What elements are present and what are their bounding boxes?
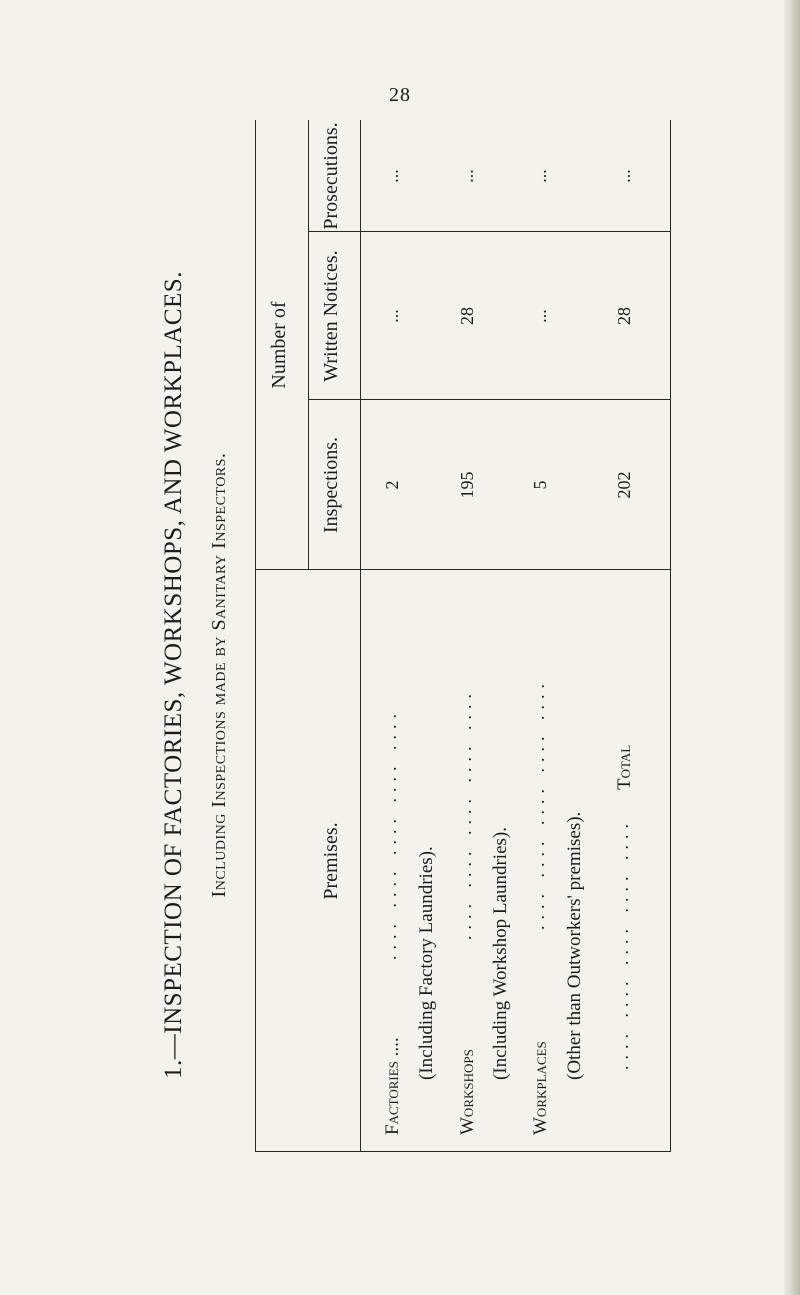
prosecutions-header: Prosecutions. xyxy=(320,122,342,230)
table-bottom-rule xyxy=(670,120,671,1152)
row-workshops-inspections: 195 xyxy=(457,471,477,499)
number-of-rule xyxy=(308,120,309,570)
row-workshops-prosecutions: ... xyxy=(457,169,477,183)
rotated-page-content xyxy=(160,120,730,1230)
number-of-header: Number of xyxy=(268,301,290,389)
inspections-header: Inspections. xyxy=(320,436,342,534)
row-factories-notices: ... xyxy=(382,309,402,323)
leader-dots: .... .... .... .... .... xyxy=(380,708,400,960)
row-factories-note: (Including Factory Laundries). xyxy=(416,846,437,1080)
premises-header: Premises. xyxy=(320,822,342,900)
written-notices-header: Written Notices. xyxy=(320,250,342,382)
row-workshops-label: Workshops xyxy=(457,1049,478,1135)
table-title: 1.—INSPECTION OF FACTORIES, WORKSHOPS, AND WORKPLACES. xyxy=(160,271,187,1079)
table-left-rule xyxy=(255,1151,670,1152)
leader-dots: .... .... .... .... .... xyxy=(528,678,548,930)
row-workplaces-note: (Other than Outworkers' premises). xyxy=(564,811,585,1080)
row-workplaces-notices: ... xyxy=(530,309,550,323)
header-bottom-rule xyxy=(360,120,361,1152)
total-notices: 28 xyxy=(614,307,634,325)
total-label: Total xyxy=(614,744,635,790)
row-workshops-note: (Including Workshop Laundries). xyxy=(490,827,511,1080)
total-inspections: 202 xyxy=(614,471,634,499)
page-edge-shadow xyxy=(784,0,800,1295)
table-top-rule xyxy=(255,120,256,1152)
row-factories-inspections: 2 xyxy=(382,480,402,490)
leader-dots: .... .... .... .... .... xyxy=(612,818,632,1070)
total-prosecutions: ... xyxy=(614,169,634,183)
row-workplaces-label: Workplaces xyxy=(530,1041,551,1135)
row-factories-prosecutions: ... xyxy=(382,169,402,183)
row-workplaces-prosecutions: ... xyxy=(530,169,550,183)
leader-dots: .... .... .... .... .... xyxy=(455,688,475,940)
page-number: 28 xyxy=(389,84,411,106)
table-subtitle: Including Inspections made by Sanitary Inspectors. xyxy=(208,452,230,898)
row-workplaces-inspections: 5 xyxy=(530,480,550,490)
row-workshops-notices: 28 xyxy=(457,307,477,325)
row-factories-label: Factories .... xyxy=(382,1037,403,1135)
